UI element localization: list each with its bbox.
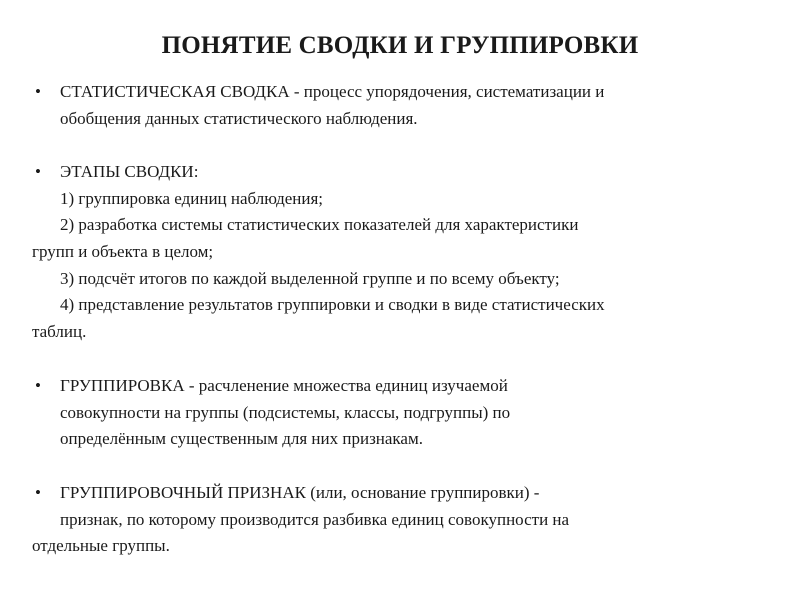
etapy-step-1: 1) группировка единиц наблюдения; bbox=[60, 189, 324, 208]
etapy-step-3: 3) подсчёт итогов по каждой выделенной группе и по всему объекту; bbox=[60, 269, 560, 288]
etapy-step-4-line-1: 4) представление результатов группировки и сводки в виде статистических bbox=[60, 295, 605, 314]
etapy-step-2-line-2: групп и объекта в целом; bbox=[32, 242, 214, 261]
bullet-svodka: • bbox=[35, 82, 41, 101]
svodka-line-1: СТАТИСТИЧЕСКАЯ СВОДКА - процесс упорядочения, систематизации и bbox=[60, 82, 605, 101]
bullet-etapy: • bbox=[35, 162, 41, 181]
priznak-line-3: отдельные группы. bbox=[32, 536, 170, 555]
gruppirovka-line-1: ГРУППИРОВКА - расчленение множества единиц изучаемой bbox=[60, 376, 508, 395]
etapy-heading: ЭТАПЫ СВОДКИ: bbox=[60, 162, 199, 181]
svodka-line-2: обобщения данных статистического наблюдения. bbox=[60, 109, 418, 128]
bullet-priznak: • bbox=[35, 483, 41, 502]
etapy-step-2-line-1: 2) разработка системы статистических показателей для характеристики bbox=[60, 215, 579, 234]
gruppirovka-line-2: совокупности на группы (подсистемы, классы, подгруппы) по bbox=[60, 403, 511, 422]
slide-title: ПОНЯТИЕ СВОДКИ И ГРУППИРОВКИ bbox=[161, 32, 639, 59]
etapy-step-4-line-2: таблиц. bbox=[32, 322, 87, 341]
priznak-line-1: ГРУППИРОВОЧНЫЙ ПРИЗНАК (или, основание группировки) - bbox=[60, 483, 540, 502]
bullet-gruppirovka: • bbox=[35, 376, 41, 395]
priznak-line-2: признак, по которому производится разбивка единиц совокупности на bbox=[60, 510, 570, 529]
gruppirovka-line-3: определённым существенным для них признакам. bbox=[60, 429, 423, 448]
